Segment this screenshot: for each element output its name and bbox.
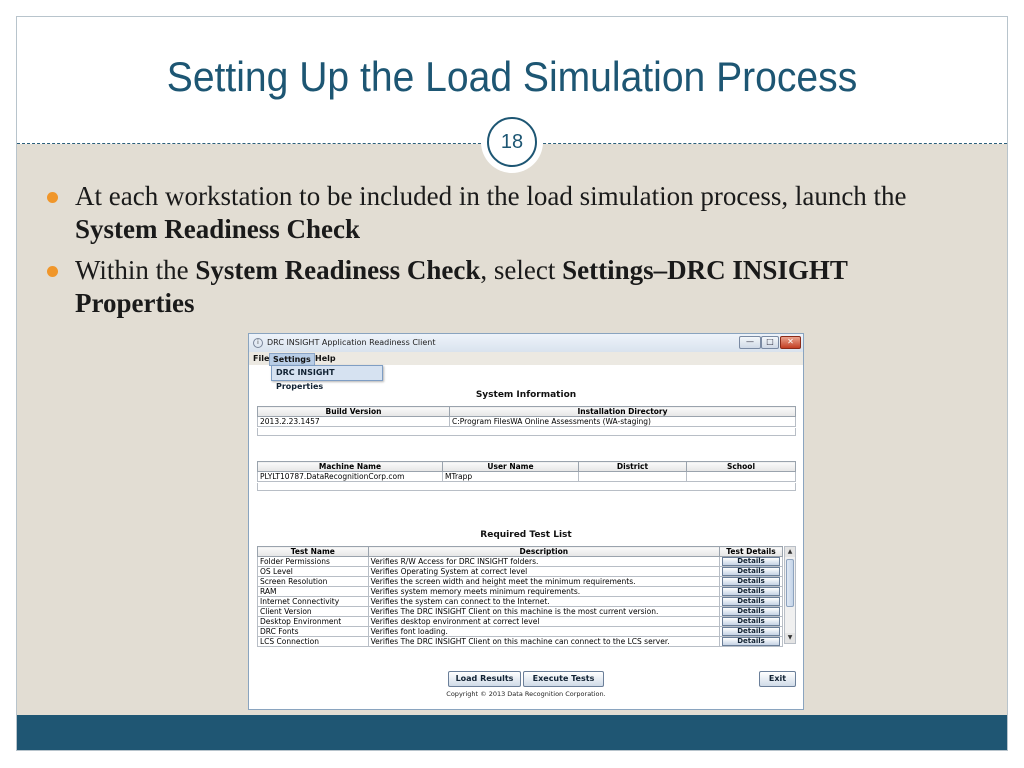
scroll-thumb[interactable] (786, 559, 794, 607)
bullet-list (45, 180, 945, 328)
table-empty-area (257, 428, 796, 436)
test-name-cell: Desktop Environment (258, 617, 369, 627)
test-details-cell (720, 587, 783, 597)
table-row[interactable] (258, 567, 783, 577)
details-button[interactable]: Details (722, 597, 780, 606)
test-list-table (257, 546, 783, 647)
scroll-down-arrow-icon[interactable]: ▼ (785, 633, 795, 643)
system-info-title: System Information (475, 390, 577, 400)
table-header-row (258, 547, 783, 557)
table-cell: MTrapp (443, 472, 579, 482)
details-button[interactable]: Details (722, 637, 780, 646)
test-description-cell: Verifies font loading. (368, 627, 719, 637)
minimize-button[interactable]: — (739, 336, 761, 349)
test-details-cell (720, 637, 783, 647)
table-row[interactable] (258, 417, 796, 427)
test-details-cell (720, 617, 783, 627)
test-details-cell (720, 577, 783, 587)
table-header-row (258, 462, 796, 472)
slide (16, 16, 1008, 751)
machine-info-table (257, 461, 796, 482)
table-row[interactable] (258, 617, 783, 627)
column-header: District (579, 462, 687, 472)
test-details-cell (720, 627, 783, 637)
table-empty-area (257, 483, 796, 491)
exit-button[interactable]: Exit (759, 671, 796, 687)
table-cell: PLYLT10787.DataRecognitionCorp.com (258, 472, 443, 482)
table-row[interactable] (258, 472, 796, 482)
execute-tests-button[interactable]: Execute Tests (523, 671, 604, 687)
page-number: 18 (487, 117, 537, 167)
details-button[interactable]: Details (722, 567, 780, 576)
bullet-item (45, 180, 945, 246)
table-cell (579, 472, 687, 482)
table-row[interactable] (258, 637, 783, 647)
test-name-cell: LCS Connection (258, 637, 369, 647)
menu-help[interactable]: Help (315, 354, 336, 363)
test-name-cell: Client Version (258, 607, 369, 617)
details-button[interactable]: Details (722, 557, 780, 566)
app-window (248, 333, 804, 710)
column-header: Build Version (258, 407, 450, 417)
details-button[interactable]: Details (722, 607, 780, 616)
menu-bar (249, 352, 803, 365)
table-cell: C:Program FilesWA Online Assessments (WA-staging) (450, 417, 796, 427)
column-header: Installation Directory (450, 407, 796, 417)
test-details-cell (720, 597, 783, 607)
test-description-cell: Verifies Operating System at correct level (368, 567, 719, 577)
column-header: Test Details (720, 547, 783, 557)
test-description-cell: Verifies desktop environment at correct level (368, 617, 719, 627)
column-header: Description (368, 547, 719, 557)
details-button[interactable]: Details (722, 587, 780, 596)
slide-footer (17, 715, 1007, 751)
scroll-up-arrow-icon[interactable]: ▲ (785, 547, 795, 557)
column-header: Machine Name (258, 462, 443, 472)
test-description-cell: Verifies The DRC INSIGHT Client on this machine is the most current version. (368, 607, 719, 617)
load-results-button[interactable]: Load Results (448, 671, 521, 687)
menu-settings[interactable]: Settings (269, 353, 315, 366)
details-button[interactable]: Details (722, 577, 780, 586)
column-header: School (687, 462, 796, 472)
table-row[interactable] (258, 557, 783, 567)
test-details-cell (720, 607, 783, 617)
test-list-body (258, 557, 783, 647)
bullet-text: , select (480, 255, 563, 285)
test-details-cell (720, 567, 783, 577)
maximize-button[interactable]: □ (761, 336, 779, 349)
test-details-cell (720, 557, 783, 567)
system-info-table (257, 406, 796, 427)
table-header-row (258, 407, 796, 417)
table-row[interactable] (258, 577, 783, 587)
table-cell (687, 472, 796, 482)
test-list-title: Required Test List (480, 530, 572, 540)
close-button[interactable]: ✕ (780, 336, 801, 349)
window-titlebar[interactable] (249, 334, 803, 352)
test-list-scrollbar[interactable] (784, 546, 796, 644)
slide-title: Setting Up the Load Simulation Process (166, 53, 858, 100)
bullet-text: Within the (75, 255, 196, 285)
menu-file[interactable]: File (253, 354, 270, 363)
column-header: Test Name (258, 547, 369, 557)
window-title: DRC INSIGHT Application Readiness Client (267, 338, 436, 347)
table-row[interactable] (258, 627, 783, 637)
info-icon: i (253, 338, 263, 348)
copyright-text: Copyright © 2013 Data Recognition Corporation. (446, 690, 606, 698)
menu-item-drc-insight-properties[interactable]: DRC INSIGHT Properties (271, 365, 383, 381)
bullet-bold-text: Settings–DRC INSIGHT Properties (75, 255, 848, 318)
details-button[interactable]: Details (722, 617, 780, 626)
test-description-cell: Verifies R/W Access for DRC INSIGHT folders. (368, 557, 719, 567)
table-row[interactable] (258, 607, 783, 617)
test-description-cell: Verifies system memory meets minimum requirements. (368, 587, 719, 597)
bullet-text: At each workstation to be included in the load simulation process, launch the (75, 181, 907, 211)
column-header: User Name (443, 462, 579, 472)
table-row[interactable] (258, 587, 783, 597)
test-name-cell: Internet Connectivity (258, 597, 369, 607)
table-row[interactable] (258, 597, 783, 607)
test-name-cell: RAM (258, 587, 369, 597)
test-name-cell: DRC Fonts (258, 627, 369, 637)
table-cell: 2013.2.23.1457 (258, 417, 450, 427)
test-name-cell: OS Level (258, 567, 369, 577)
test-description-cell: Verifies The DRC INSIGHT Client on this machine can connect to the LCS server. (368, 637, 719, 647)
bullet-item (45, 254, 945, 320)
bullet-bold-text: System Readiness Check (75, 214, 361, 244)
test-name-cell: Screen Resolution (258, 577, 369, 587)
test-description-cell: Verifies the screen width and height meet the minimum requirements. (368, 577, 719, 587)
test-description-cell: Verifies the system can connect to the Internet. (368, 597, 719, 607)
test-name-cell: Folder Permissions (258, 557, 369, 567)
details-button[interactable]: Details (722, 627, 780, 636)
bullet-bold-text: System Readiness Check (195, 255, 481, 285)
